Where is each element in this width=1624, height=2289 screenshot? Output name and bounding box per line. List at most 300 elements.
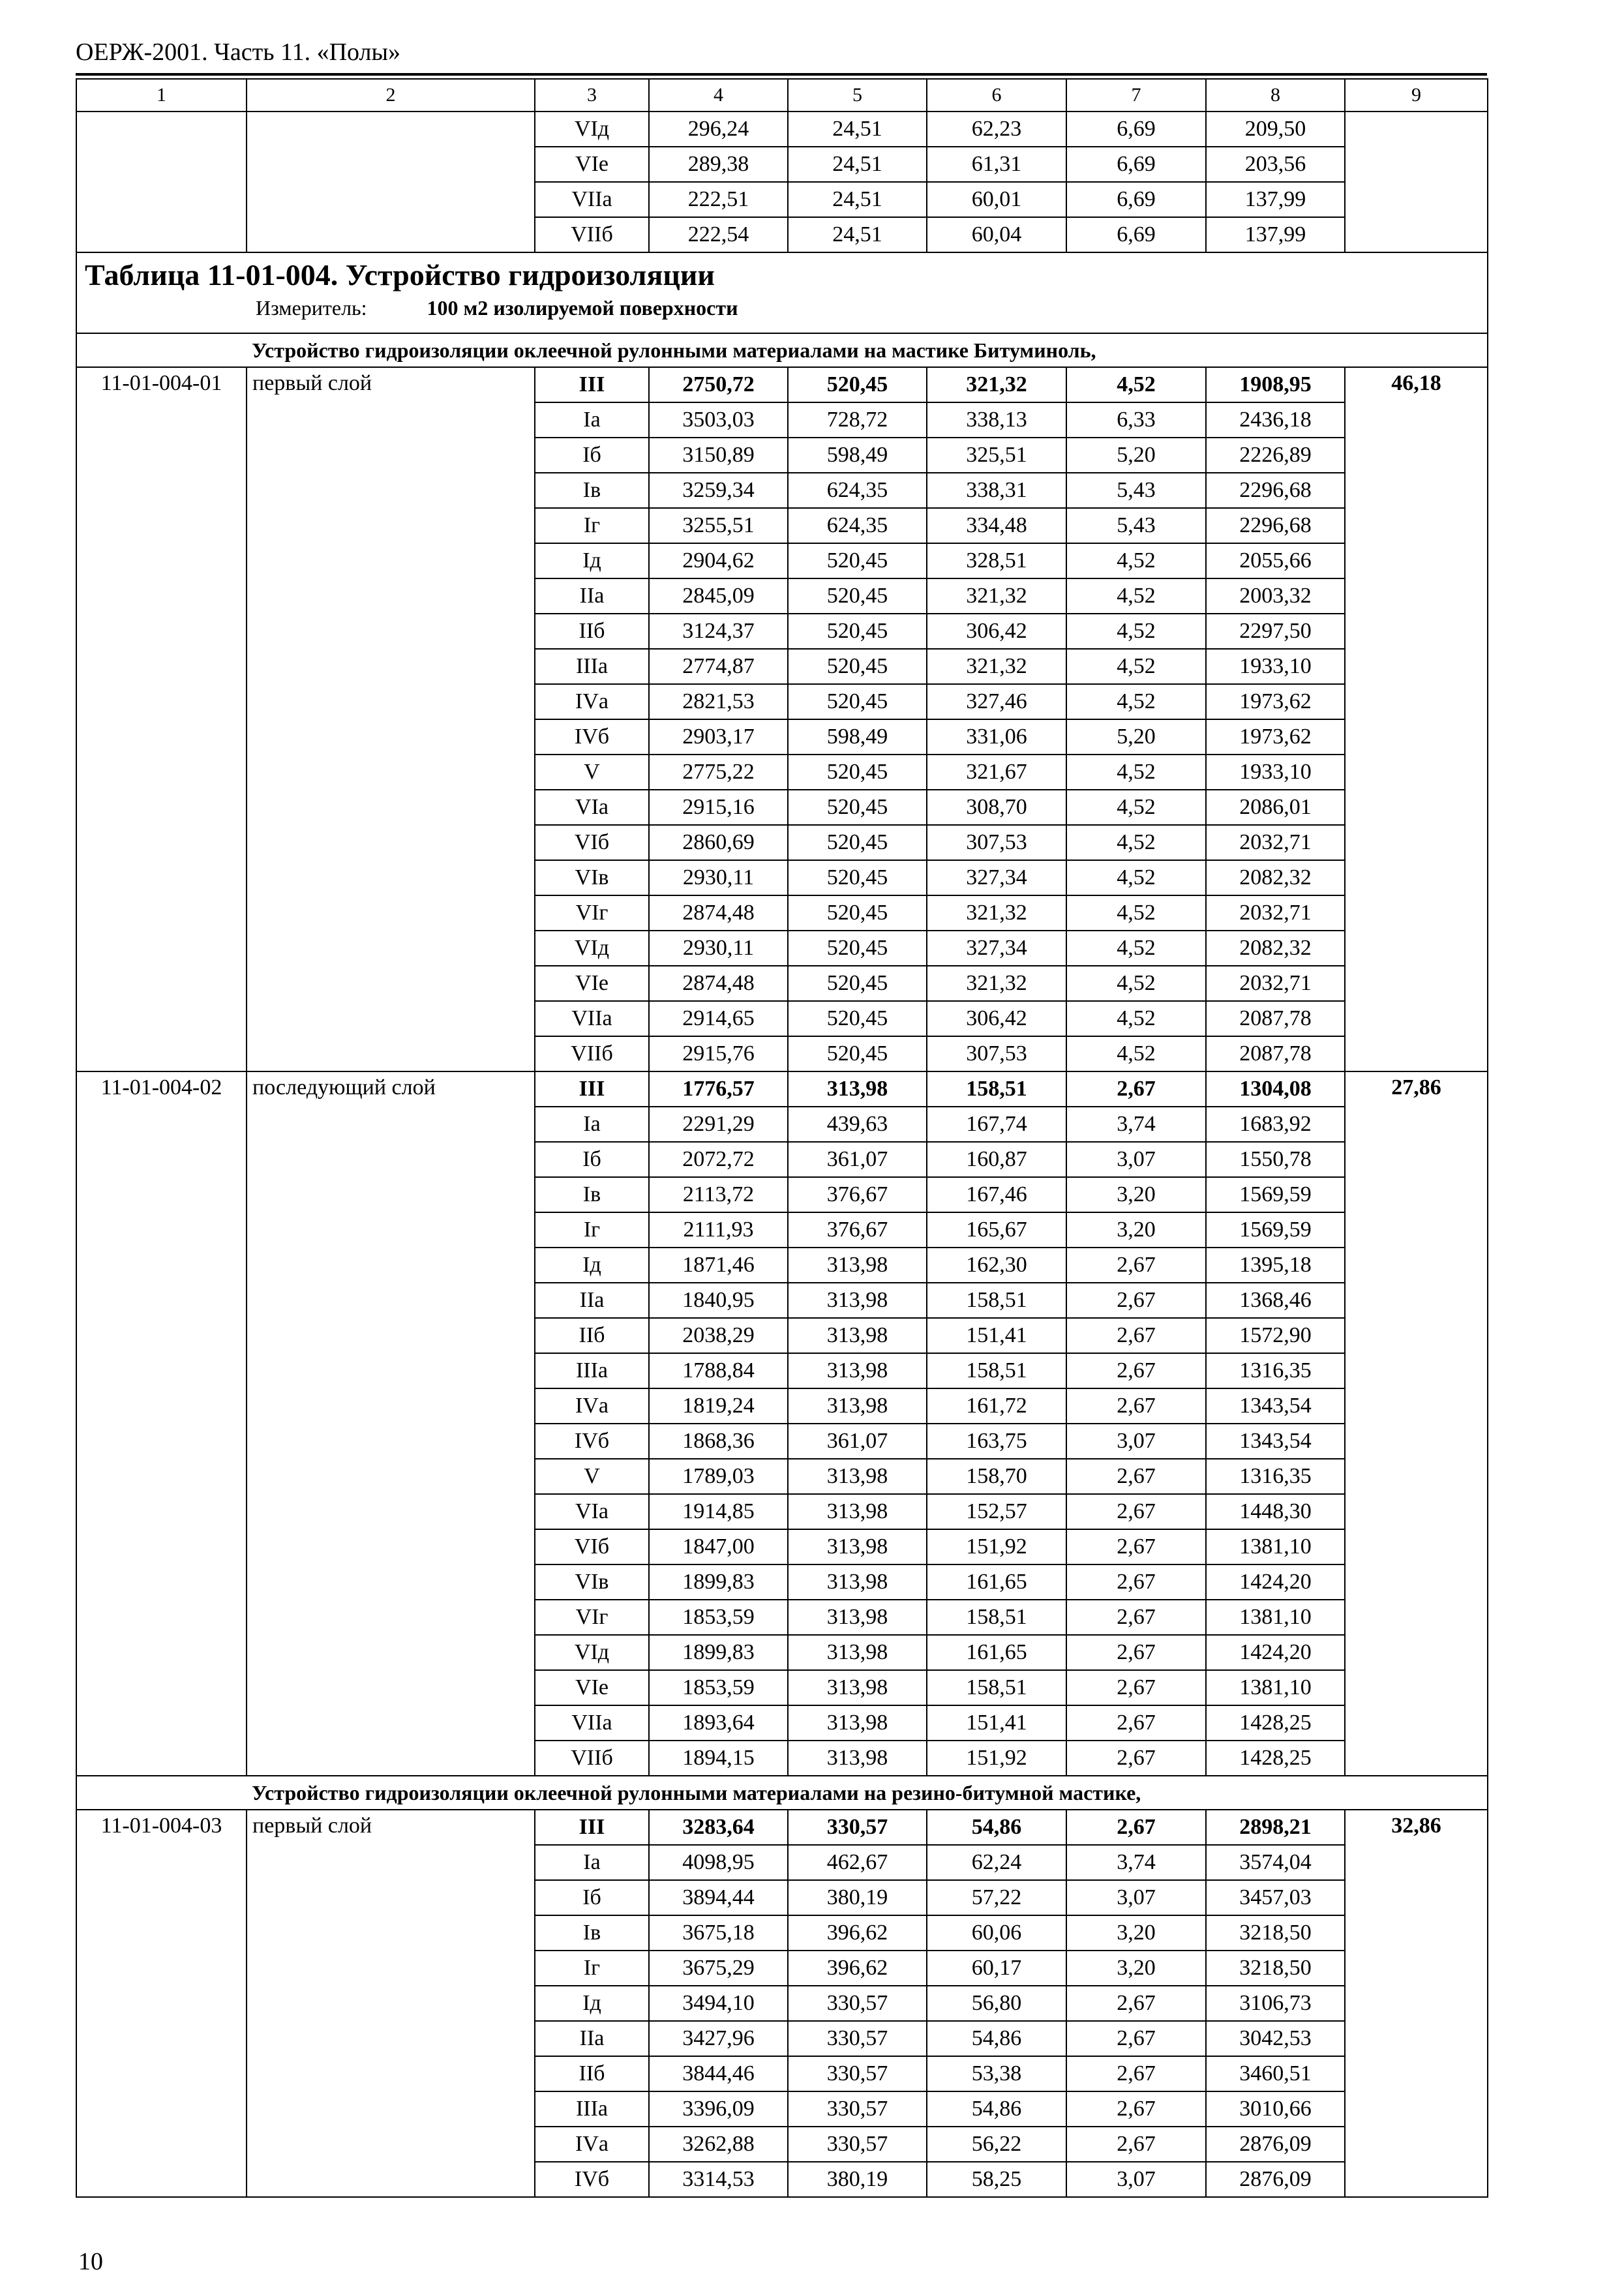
zone-code: Iб xyxy=(535,1880,649,1915)
value-cell: 327,34 xyxy=(927,931,1066,966)
value-cell: 60,06 xyxy=(927,1915,1066,1951)
zone-code: V xyxy=(535,1459,649,1494)
value-cell: 1788,84 xyxy=(649,1353,788,1388)
value-cell: 327,46 xyxy=(927,684,1066,719)
value-cell: 137,99 xyxy=(1206,182,1345,217)
value-cell: 5,43 xyxy=(1066,473,1206,508)
item-code: 11-01-004-01 xyxy=(76,367,247,1071)
zone-code: IIб xyxy=(535,614,649,649)
zone-code: VIе xyxy=(535,147,649,182)
value-cell: 313,98 xyxy=(788,1071,927,1107)
zone-code: VIг xyxy=(535,1600,649,1635)
value-cell: 60,17 xyxy=(927,1951,1066,1986)
value-cell: 313,98 xyxy=(788,1529,927,1564)
value-cell: 1683,92 xyxy=(1206,1107,1345,1142)
value-cell: 2113,72 xyxy=(649,1177,788,1212)
column-number-row xyxy=(76,79,1488,112)
value-cell: 2086,01 xyxy=(1206,790,1345,825)
value-cell: 2876,09 xyxy=(1206,2127,1345,2162)
column-number: 4 xyxy=(649,79,788,112)
zone-code: VIIб xyxy=(535,1036,649,1071)
table-row xyxy=(76,1810,1488,1845)
value-cell: 158,51 xyxy=(927,1283,1066,1318)
zone-code: Iд xyxy=(535,1986,649,2021)
value-cell: 3,74 xyxy=(1066,1107,1206,1142)
value-cell: 520,45 xyxy=(788,1036,927,1071)
zone-code: Iг xyxy=(535,508,649,543)
value-cell: 3218,50 xyxy=(1206,1951,1345,1986)
value-cell: 380,19 xyxy=(788,1880,927,1915)
value-cell: 520,45 xyxy=(788,649,927,684)
value-cell: 520,45 xyxy=(788,755,927,790)
value-cell: 376,67 xyxy=(788,1177,927,1212)
value-cell: 1973,62 xyxy=(1206,719,1345,755)
value-cell: 2,67 xyxy=(1066,2091,1206,2127)
value-cell: 6,33 xyxy=(1066,402,1206,438)
value-cell: 321,67 xyxy=(927,755,1066,790)
value-cell: 165,67 xyxy=(927,1212,1066,1248)
meter-value: 100 м2 изолируемой поверхности xyxy=(427,296,738,320)
value-cell: 3,07 xyxy=(1066,1880,1206,1915)
zone-code: III xyxy=(535,367,649,402)
value-cell: 1381,10 xyxy=(1206,1670,1345,1705)
value-cell: 338,13 xyxy=(927,402,1066,438)
value-cell: 3,20 xyxy=(1066,1177,1206,1212)
value-cell: 1316,35 xyxy=(1206,1353,1345,1388)
value-cell: 2,67 xyxy=(1066,2021,1206,2056)
value-cell: 1428,25 xyxy=(1206,1741,1345,1776)
value-cell: 24,51 xyxy=(788,112,927,147)
value-cell: 4,52 xyxy=(1066,367,1206,402)
zone-code: IIб xyxy=(535,2056,649,2091)
value-cell: 1381,10 xyxy=(1206,1600,1345,1635)
value-cell: 2914,65 xyxy=(649,1001,788,1036)
labor-value xyxy=(1345,112,1488,252)
value-cell: 2297,50 xyxy=(1206,614,1345,649)
value-cell: 24,51 xyxy=(788,147,927,182)
value-cell: 158,51 xyxy=(927,1670,1066,1705)
section-heading-row xyxy=(76,1776,1488,1810)
value-cell: 2930,11 xyxy=(649,860,788,895)
value-cell: 53,38 xyxy=(927,2056,1066,2091)
value-cell: 1819,24 xyxy=(649,1388,788,1424)
zone-code: VIд xyxy=(535,112,649,147)
zone-code: IVб xyxy=(535,2162,649,2197)
value-cell: 6,69 xyxy=(1066,182,1206,217)
page-number: 10 xyxy=(78,2248,103,2275)
value-cell: 3042,53 xyxy=(1206,2021,1345,2056)
labor-value: 32,86 xyxy=(1345,1810,1488,2197)
value-cell: 2038,29 xyxy=(649,1318,788,1353)
value-cell: 58,25 xyxy=(927,2162,1066,2197)
value-cell: 1914,85 xyxy=(649,1494,788,1529)
value-cell: 4098,95 xyxy=(649,1845,788,1880)
value-cell: 1424,20 xyxy=(1206,1564,1345,1600)
table-title-row xyxy=(76,252,1488,333)
zone-code: IIб xyxy=(535,1318,649,1353)
rates-table xyxy=(76,78,1488,2198)
value-cell: 2,67 xyxy=(1066,1494,1206,1529)
value-cell: 4,52 xyxy=(1066,1036,1206,1071)
zone-code: VIIа xyxy=(535,1705,649,1741)
value-cell: 2930,11 xyxy=(649,931,788,966)
value-cell: 2003,32 xyxy=(1206,578,1345,614)
value-cell: 2296,68 xyxy=(1206,473,1345,508)
zone-code: VIд xyxy=(535,1635,649,1670)
column-number: 7 xyxy=(1066,79,1206,112)
value-cell: 2111,93 xyxy=(649,1212,788,1248)
zone-code: IVб xyxy=(535,719,649,755)
value-cell: 1304,08 xyxy=(1206,1071,1345,1107)
labor-value: 27,86 xyxy=(1345,1071,1488,1776)
value-cell: 2032,71 xyxy=(1206,825,1345,860)
zone-code: Iа xyxy=(535,1845,649,1880)
item-code: 11-01-004-03 xyxy=(76,1810,247,2197)
value-cell: 1847,00 xyxy=(649,1529,788,1564)
value-cell: 3494,10 xyxy=(649,1986,788,2021)
value-cell: 4,52 xyxy=(1066,966,1206,1001)
value-cell: 2,67 xyxy=(1066,1388,1206,1424)
value-cell: 54,86 xyxy=(927,2091,1066,2127)
value-cell: 57,22 xyxy=(927,1880,1066,1915)
value-cell: 330,57 xyxy=(788,1810,927,1845)
value-cell: 439,63 xyxy=(788,1107,927,1142)
value-cell: 2,67 xyxy=(1066,1529,1206,1564)
value-cell: 1428,25 xyxy=(1206,1705,1345,1741)
value-cell: 167,74 xyxy=(927,1107,1066,1142)
value-cell: 313,98 xyxy=(788,1600,927,1635)
value-cell: 2,67 xyxy=(1066,1741,1206,1776)
value-cell: 520,45 xyxy=(788,860,927,895)
value-cell: 2082,32 xyxy=(1206,860,1345,895)
value-cell: 4,52 xyxy=(1066,614,1206,649)
value-cell: 3460,51 xyxy=(1206,2056,1345,2091)
value-cell: 3106,73 xyxy=(1206,1986,1345,2021)
zone-code: IVа xyxy=(535,1388,649,1424)
zone-code: VIа xyxy=(535,1494,649,1529)
column-number: 8 xyxy=(1206,79,1345,112)
running-header: ОЕРЖ-2001. Часть 11. «Полы» xyxy=(76,38,401,66)
value-cell: 2055,66 xyxy=(1206,543,1345,578)
value-cell: 361,07 xyxy=(788,1142,927,1177)
table-row xyxy=(76,1071,1488,1107)
value-cell: 321,32 xyxy=(927,895,1066,931)
value-cell: 54,86 xyxy=(927,1810,1066,1845)
zone-code: IIIа xyxy=(535,1353,649,1388)
value-cell: 158,51 xyxy=(927,1600,1066,1635)
column-number: 9 xyxy=(1345,79,1488,112)
value-cell: 3255,51 xyxy=(649,508,788,543)
value-cell: 338,31 xyxy=(927,473,1066,508)
value-cell: 151,92 xyxy=(927,1529,1066,1564)
value-cell: 3574,04 xyxy=(1206,1845,1345,1880)
value-cell: 3675,18 xyxy=(649,1915,788,1951)
value-cell: 520,45 xyxy=(788,790,927,825)
meter-line xyxy=(85,293,1487,322)
zone-code: VIIа xyxy=(535,1001,649,1036)
zone-code: VIIб xyxy=(535,1741,649,1776)
value-cell: 137,99 xyxy=(1206,217,1345,252)
value-cell: 330,57 xyxy=(788,2056,927,2091)
value-cell: 3427,96 xyxy=(649,2021,788,2056)
value-cell: 313,98 xyxy=(788,1388,927,1424)
value-cell: 161,72 xyxy=(927,1388,1066,1424)
value-cell: 307,53 xyxy=(927,825,1066,860)
value-cell: 161,65 xyxy=(927,1564,1066,1600)
value-cell: 313,98 xyxy=(788,1318,927,1353)
value-cell: 3,20 xyxy=(1066,1915,1206,1951)
value-cell: 313,98 xyxy=(788,1635,927,1670)
value-cell: 3,20 xyxy=(1066,1951,1206,1986)
section-heading-row xyxy=(76,333,1488,367)
value-cell: 306,42 xyxy=(927,1001,1066,1036)
section-heading: Устройство гидроизоляции оклеечной рулонными материалами на мастике Битуминоль, xyxy=(76,333,1488,367)
zone-code: VIIа xyxy=(535,182,649,217)
value-cell: 3,07 xyxy=(1066,1142,1206,1177)
value-cell: 158,51 xyxy=(927,1353,1066,1388)
value-cell: 313,98 xyxy=(788,1494,927,1529)
zone-code: Iб xyxy=(535,1142,649,1177)
value-cell: 152,57 xyxy=(927,1494,1066,1529)
value-cell: 203,56 xyxy=(1206,147,1345,182)
value-cell: 1343,54 xyxy=(1206,1424,1345,1459)
value-cell: 1899,83 xyxy=(649,1635,788,1670)
value-cell: 3150,89 xyxy=(649,438,788,473)
value-cell: 1448,30 xyxy=(1206,1494,1345,1529)
zone-code: III xyxy=(535,1810,649,1845)
value-cell: 1381,10 xyxy=(1206,1529,1345,1564)
value-cell: 151,41 xyxy=(927,1318,1066,1353)
value-cell: 2,67 xyxy=(1066,1705,1206,1741)
zone-code: VIIб xyxy=(535,217,649,252)
value-cell: 3675,29 xyxy=(649,1951,788,1986)
value-cell: 6,69 xyxy=(1066,112,1206,147)
value-cell: 2,67 xyxy=(1066,1318,1206,1353)
value-cell: 2775,22 xyxy=(649,755,788,790)
item-name xyxy=(247,112,535,252)
zone-code: VIд xyxy=(535,931,649,966)
value-cell: 1853,59 xyxy=(649,1670,788,1705)
value-cell: 61,31 xyxy=(927,147,1066,182)
value-cell: 330,57 xyxy=(788,2091,927,2127)
value-cell: 2,67 xyxy=(1066,1600,1206,1635)
item-name: первый слой xyxy=(247,367,535,1071)
value-cell: 62,23 xyxy=(927,112,1066,147)
value-cell: 2,67 xyxy=(1066,1986,1206,2021)
value-cell: 1395,18 xyxy=(1206,1248,1345,1283)
value-cell: 2898,21 xyxy=(1206,1810,1345,1845)
zone-code: VIе xyxy=(535,966,649,1001)
zone-code: Iб xyxy=(535,438,649,473)
value-cell: 520,45 xyxy=(788,825,927,860)
value-cell: 4,52 xyxy=(1066,931,1206,966)
value-cell: 1368,46 xyxy=(1206,1283,1345,1318)
value-cell: 308,70 xyxy=(927,790,1066,825)
value-cell: 60,01 xyxy=(927,182,1066,217)
value-cell: 2072,72 xyxy=(649,1142,788,1177)
value-cell: 24,51 xyxy=(788,217,927,252)
zone-code: VIб xyxy=(535,825,649,860)
value-cell: 2845,09 xyxy=(649,578,788,614)
zone-code: IIIа xyxy=(535,649,649,684)
item-code xyxy=(76,112,247,252)
value-cell: 1572,90 xyxy=(1206,1318,1345,1353)
table-body xyxy=(76,79,1488,2197)
value-cell: 2291,29 xyxy=(649,1107,788,1142)
zone-code: VIв xyxy=(535,1564,649,1600)
column-number: 6 xyxy=(927,79,1066,112)
value-cell: 1343,54 xyxy=(1206,1388,1345,1424)
value-cell: 3218,50 xyxy=(1206,1915,1345,1951)
value-cell: 728,72 xyxy=(788,402,927,438)
value-cell: 380,19 xyxy=(788,2162,927,2197)
item-code: 11-01-004-02 xyxy=(76,1071,247,1776)
value-cell: 325,51 xyxy=(927,438,1066,473)
value-cell: 2,67 xyxy=(1066,1810,1206,1845)
value-cell: 222,54 xyxy=(649,217,788,252)
value-cell: 1899,83 xyxy=(649,1564,788,1600)
value-cell: 2032,71 xyxy=(1206,966,1345,1001)
value-cell: 4,52 xyxy=(1066,825,1206,860)
value-cell: 1868,36 xyxy=(649,1424,788,1459)
column-number: 2 xyxy=(247,79,535,112)
zone-code: VIб xyxy=(535,1529,649,1564)
value-cell: 313,98 xyxy=(788,1705,927,1741)
value-cell: 520,45 xyxy=(788,895,927,931)
value-cell: 60,04 xyxy=(927,217,1066,252)
value-cell: 3,07 xyxy=(1066,2162,1206,2197)
value-cell: 158,51 xyxy=(927,1071,1066,1107)
value-cell: 4,52 xyxy=(1066,1001,1206,1036)
value-cell: 1894,15 xyxy=(649,1741,788,1776)
value-cell: 3,07 xyxy=(1066,1424,1206,1459)
value-cell: 624,35 xyxy=(788,473,927,508)
value-cell: 330,57 xyxy=(788,2127,927,2162)
value-cell: 2296,68 xyxy=(1206,508,1345,543)
value-cell: 1316,35 xyxy=(1206,1459,1345,1494)
zone-code: Iа xyxy=(535,402,649,438)
value-cell: 56,22 xyxy=(927,2127,1066,2162)
value-cell: 2,67 xyxy=(1066,1071,1206,1107)
value-cell: 24,51 xyxy=(788,182,927,217)
value-cell: 624,35 xyxy=(788,508,927,543)
value-cell: 520,45 xyxy=(788,684,927,719)
value-cell: 2750,72 xyxy=(649,367,788,402)
value-cell: 3314,53 xyxy=(649,2162,788,2197)
value-cell: 1776,57 xyxy=(649,1071,788,1107)
zone-code: IVб xyxy=(535,1424,649,1459)
value-cell: 313,98 xyxy=(788,1353,927,1388)
value-cell: 520,45 xyxy=(788,966,927,1001)
value-cell: 3396,09 xyxy=(649,2091,788,2127)
zone-code: IIа xyxy=(535,2021,649,2056)
value-cell: 2903,17 xyxy=(649,719,788,755)
table-title-cell xyxy=(76,252,1488,333)
value-cell: 1569,59 xyxy=(1206,1212,1345,1248)
zone-code: IIа xyxy=(535,578,649,614)
value-cell: 2821,53 xyxy=(649,684,788,719)
value-cell: 4,52 xyxy=(1066,790,1206,825)
value-cell: 4,52 xyxy=(1066,895,1206,931)
zone-code: Iг xyxy=(535,1951,649,1986)
zone-code: Iв xyxy=(535,473,649,508)
value-cell: 313,98 xyxy=(788,1564,927,1600)
value-cell: 3262,88 xyxy=(649,2127,788,2162)
zone-code: VIа xyxy=(535,790,649,825)
value-cell: 151,41 xyxy=(927,1705,1066,1741)
column-number: 1 xyxy=(76,79,247,112)
value-cell: 2082,32 xyxy=(1206,931,1345,966)
value-cell: 289,38 xyxy=(649,147,788,182)
value-cell: 4,52 xyxy=(1066,684,1206,719)
value-cell: 2,67 xyxy=(1066,1459,1206,1494)
column-number: 5 xyxy=(788,79,927,112)
value-cell: 3503,03 xyxy=(649,402,788,438)
value-cell: 222,51 xyxy=(649,182,788,217)
zone-code: V xyxy=(535,755,649,790)
value-cell: 307,53 xyxy=(927,1036,1066,1071)
value-cell: 2,67 xyxy=(1066,1635,1206,1670)
section-heading: Устройство гидроизоляции оклеечной рулонными материалами на резино-битумной мастике, xyxy=(76,1776,1488,1810)
value-cell: 3,74 xyxy=(1066,1845,1206,1880)
value-cell: 6,69 xyxy=(1066,217,1206,252)
value-cell: 209,50 xyxy=(1206,112,1345,147)
value-cell: 1550,78 xyxy=(1206,1142,1345,1177)
value-cell: 2915,16 xyxy=(649,790,788,825)
value-cell: 1789,03 xyxy=(649,1459,788,1494)
zone-code: IVа xyxy=(535,2127,649,2162)
value-cell: 161,65 xyxy=(927,1635,1066,1670)
value-cell: 2876,09 xyxy=(1206,2162,1345,2197)
value-cell: 2904,62 xyxy=(649,543,788,578)
value-cell: 520,45 xyxy=(788,931,927,966)
value-cell: 2860,69 xyxy=(649,825,788,860)
value-cell: 1973,62 xyxy=(1206,684,1345,719)
value-cell: 2,67 xyxy=(1066,1283,1206,1318)
zone-code: VIг xyxy=(535,895,649,931)
value-cell: 328,51 xyxy=(927,543,1066,578)
value-cell: 158,70 xyxy=(927,1459,1066,1494)
value-cell: 2,67 xyxy=(1066,2127,1206,2162)
value-cell: 334,48 xyxy=(927,508,1066,543)
value-cell: 598,49 xyxy=(788,719,927,755)
zone-code: III xyxy=(535,1071,649,1107)
value-cell: 313,98 xyxy=(788,1670,927,1705)
value-cell: 5,43 xyxy=(1066,508,1206,543)
value-cell: 54,86 xyxy=(927,2021,1066,2056)
zone-code: Iд xyxy=(535,543,649,578)
zone-code: VIе xyxy=(535,1670,649,1705)
value-cell: 6,69 xyxy=(1066,147,1206,182)
value-cell: 1853,59 xyxy=(649,1600,788,1635)
value-cell: 313,98 xyxy=(788,1248,927,1283)
value-cell: 2,67 xyxy=(1066,1248,1206,1283)
table-row xyxy=(76,367,1488,402)
zone-code: IVа xyxy=(535,684,649,719)
value-cell: 2874,48 xyxy=(649,895,788,931)
value-cell: 3283,64 xyxy=(649,1810,788,1845)
value-cell: 396,62 xyxy=(788,1915,927,1951)
value-cell: 520,45 xyxy=(788,578,927,614)
value-cell: 520,45 xyxy=(788,543,927,578)
value-cell: 1908,95 xyxy=(1206,367,1345,402)
value-cell: 4,52 xyxy=(1066,755,1206,790)
value-cell: 2436,18 xyxy=(1206,402,1345,438)
value-cell: 3457,03 xyxy=(1206,1880,1345,1915)
value-cell: 1424,20 xyxy=(1206,1635,1345,1670)
value-cell: 520,45 xyxy=(788,1001,927,1036)
value-cell: 162,30 xyxy=(927,1248,1066,1283)
